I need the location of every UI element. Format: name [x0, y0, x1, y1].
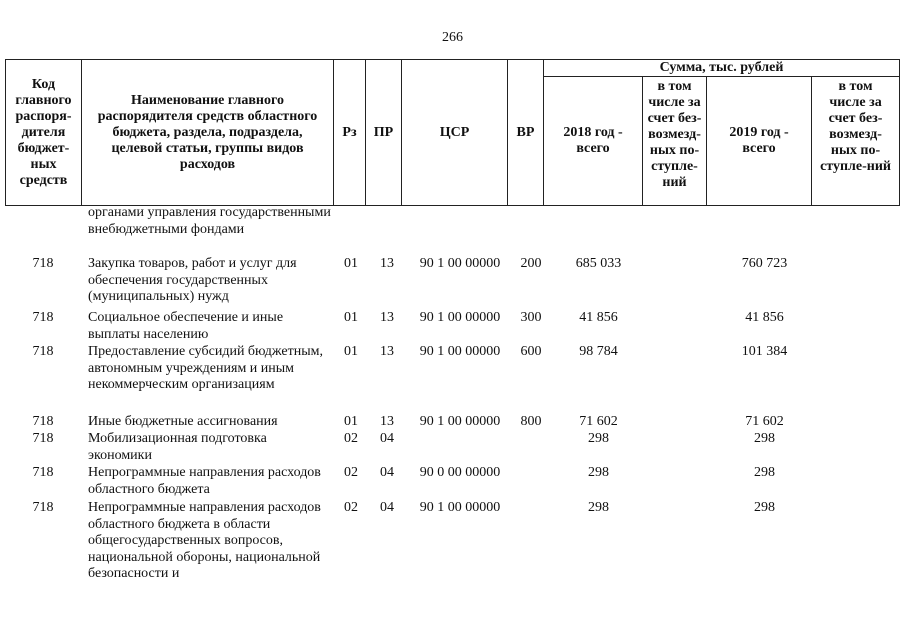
row-pr: 13 [380, 256, 394, 271]
header-2018-total: 2018 год - всего [544, 77, 643, 206]
row-sum-2019: 298 [754, 465, 775, 480]
row-csr: 90 1 00 00000 [419, 310, 501, 325]
row-sum-2019: 71 602 [745, 414, 784, 429]
row-name: Социальное обеспечение и иные выплаты населению [88, 310, 284, 342]
row-vr: 600 [520, 344, 542, 359]
row-sum-2018: 298 [588, 431, 609, 446]
row-name: Мобилизационная подготовка экономики [88, 431, 267, 463]
row-name: Закупка товаров, работ и услуг для обеспечения государственных (муниципальных) нужд [88, 256, 297, 304]
row-code: 718 [32, 431, 54, 446]
row-name: Непрограммные направления расходов областного бюджета в области общегосударственных вопросов, национальной обороны, национальной безопасности и [88, 500, 321, 581]
row-code: 718 [32, 500, 54, 515]
row-sum-2019: 760 723 [741, 256, 788, 271]
row-rz: 01 [344, 344, 358, 359]
row-pr: 13 [380, 414, 394, 429]
row-sum-2018: 71 602 [579, 414, 618, 429]
header-2019-total: 2019 год - всего [707, 77, 812, 206]
row-name: Предоставление субсидий бюджетным, автономным учреждениям и иным некоммерческим организациям [88, 344, 324, 392]
row-code: 718 [32, 344, 54, 359]
header-sum: Сумма, тыс. рублей [544, 60, 900, 77]
row-rz: 02 [344, 465, 358, 480]
row-rz: 01 [344, 414, 358, 429]
row-name: органами управления государственными внебюджетными фондами [88, 205, 331, 237]
header-2019-incl: в том числе за счет без-возмезд-ных по-ступле-ний [812, 77, 900, 206]
row-csr: 90 1 00 00000 [419, 414, 501, 429]
row-pr: 04 [380, 500, 394, 515]
header-code: Код главного распоря-дителя бюджет-ных средств [6, 60, 82, 206]
header-vr: ВР [508, 60, 544, 206]
header-rz: Рз [334, 60, 366, 206]
header-pr: ПР [366, 60, 402, 206]
row-rz: 02 [344, 500, 358, 515]
row-sum-2018: 41 856 [579, 310, 618, 325]
row-code: 718 [32, 465, 54, 480]
row-vr: 300 [520, 310, 542, 325]
row-code: 718 [32, 310, 54, 325]
row-code: 718 [32, 414, 54, 429]
row-sum-2018: 298 [588, 500, 609, 515]
header-csr: ЦСР [402, 60, 508, 206]
row-rz: 01 [344, 256, 358, 271]
row-rz: 02 [344, 431, 358, 446]
row-name: Непрограммные направления расходов областного бюджета [88, 465, 321, 497]
row-code: 718 [32, 256, 54, 271]
row-csr: 90 1 00 00000 [419, 344, 501, 359]
page-number: 266 [442, 30, 463, 45]
row-pr: 04 [380, 431, 394, 446]
row-name: Иные бюджетные ассигнования [88, 414, 278, 429]
row-sum-2018: 98 784 [579, 344, 618, 359]
row-sum-2019: 101 384 [741, 344, 788, 359]
header-name: Наименование главного распорядителя средств областного бюджета, раздела, подраздела, целевой статьи, группы видов расходов [82, 60, 334, 206]
row-sum-2018: 298 [588, 465, 609, 480]
row-sum-2019: 41 856 [745, 310, 784, 325]
row-rz: 01 [344, 310, 358, 325]
row-vr: 800 [520, 414, 542, 429]
row-pr: 13 [380, 344, 394, 359]
row-pr: 13 [380, 310, 394, 325]
row-sum-2018: 685 033 [575, 256, 622, 271]
header-2018-incl: в том числе за счет без-возмезд-ных по-ступле-ний [643, 77, 707, 206]
row-csr: 90 1 00 00000 [419, 500, 501, 515]
row-vr: 200 [520, 256, 542, 271]
row-sum-2019: 298 [754, 500, 775, 515]
table-header [5, 59, 900, 206]
row-pr: 04 [380, 465, 394, 480]
row-csr: 90 1 00 00000 [419, 256, 501, 271]
row-sum-2019: 298 [754, 431, 775, 446]
row-csr: 90 0 00 00000 [419, 465, 501, 480]
